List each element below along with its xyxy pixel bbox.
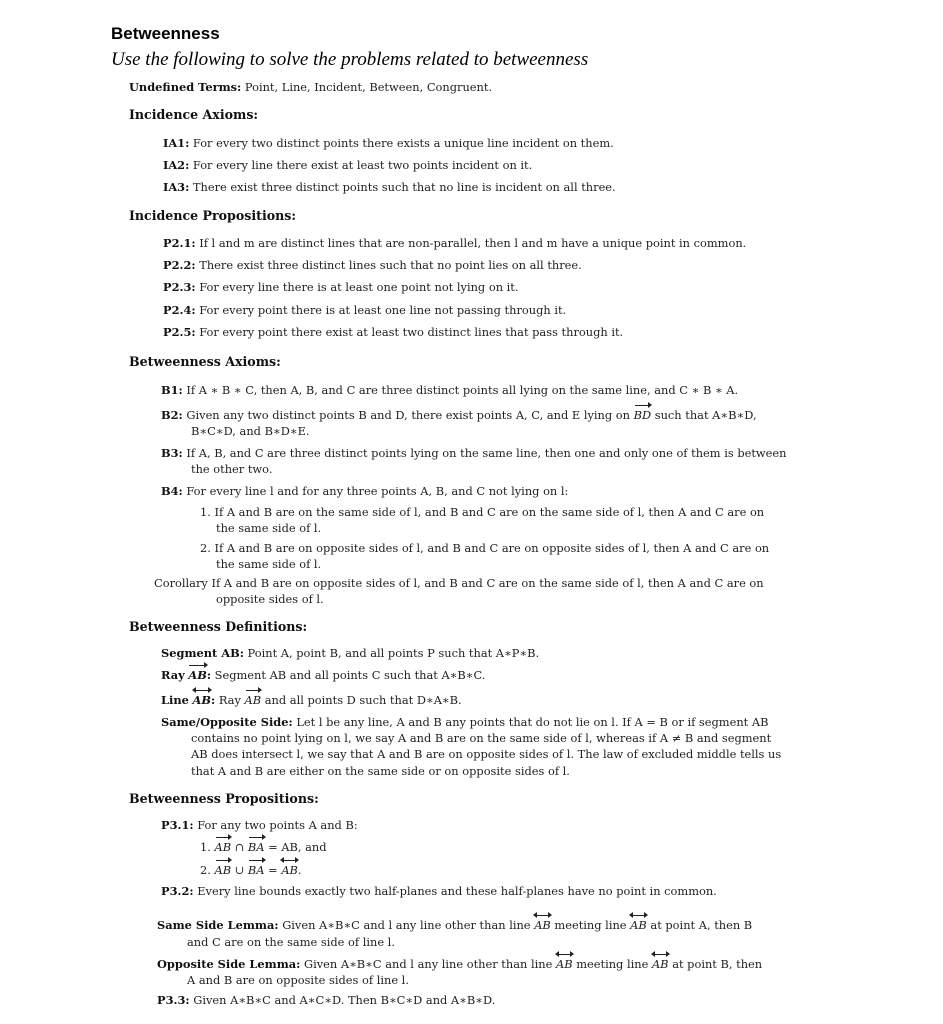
definition-text-cont: AB does intersect l, we say that A and B are on opposite sides of l. The law of excluded middle tells us [191,747,782,761]
page-title: Betweenness [111,24,220,43]
proposition-p2-1 [163,236,746,250]
axiom-ia3 [163,180,616,194]
definition-label: Line [161,693,189,707]
axiom-b1 [161,383,738,397]
proposition-text: Every line bounds exactly two half-planes and these half-planes have no point in common. [197,884,717,898]
axiom-b3-cont: the other two. [191,462,273,476]
corollary-text: If A and B are on opposite sides of l, and B and C are on the same side of l, then A and C are on [211,576,764,590]
proposition-p3-1-item-2 [200,863,302,877]
axiom-b4-item-1: 1. If A and B are on the same side of l, and B and C are on the same side of l, then A and C are on [200,505,765,519]
proposition-p2-5 [163,325,623,339]
axiom-label: B1: [161,383,183,397]
ray-symbol: BA [247,863,265,877]
axiom-b4-item-1-cont: the same side of l. [216,521,322,535]
proposition-label: P2.2: [163,258,196,272]
item-number: 2. [200,863,211,877]
axiom-b2 [161,408,757,422]
proposition-label: P2.4: [163,303,196,317]
proposition-text: If l and m are distinct lines that are non-parallel, then l and m have a unique point in common. [199,236,747,250]
proposition-p2-2 [163,258,582,272]
axiom-text: If A ∗ B ∗ C, then A, B, and C are three distinct points all lying on the same line, and C ∗ B ∗ A. [186,383,739,397]
proposition-text: For every point there exist at least two distinct lines that pass through it. [199,325,624,339]
proposition-label: P2.1: [163,236,196,250]
definition-label: Segment AB: [161,646,244,660]
axiom-text: There exist three distinct points such that no line is incident on all three. [192,180,616,194]
opposite-side-lemma [157,957,762,971]
period: . [297,863,302,877]
definition-text: Segment AB and all points C such that A∗B∗C. [214,668,486,682]
definition-ray: Ray AB: Segment AB and all points C such that A∗B∗C. [161,668,486,682]
incidence-propositions-heading: Incidence Propositions: [129,208,297,223]
proposition-text: For every line there is at least one point not lying on it. [199,280,519,294]
definition-text-cont: contains no point lying on l, we say A and B are on the same side of l, whereas if A ≠ B and segment [191,731,772,745]
proposition-text: For any two points A and B: [197,818,358,832]
betweenness-axioms-heading: Betweenness Axioms: [129,354,281,369]
ray-symbol: AB [188,668,207,682]
axiom-ia1 [163,136,614,150]
corollary-label: Corollary [154,576,208,590]
ray-symbol: BA [247,840,265,854]
proposition-label: P3.1: [161,818,194,832]
proposition-label: P2.3: [163,280,196,294]
definition-line: Line AB: Ray AB and all points D such that D∗A∗B. [161,693,462,707]
undefined-terms [129,80,492,94]
axiom-b4-item-2: 2. If A and B are on opposite sides of l, and B and C are on opposite sides of l, then A and C are on [200,541,770,555]
axiom-b4-item-2-cont: the same side of l. [216,557,322,571]
betweenness-definitions-heading: Betweenness Definitions: [129,619,308,634]
axiom-label: B2: [161,408,183,422]
axiom-b2-cont: B∗C∗D, and B∗D∗E. [191,424,310,438]
item-number: 1. [200,840,211,854]
lemma-text: meeting line [576,957,649,971]
axiom-label: IA1: [163,136,190,150]
axiom-text: For every two distinct points there exists a unique line incident on them. [192,136,614,150]
corollary-cont: opposite sides of l. [216,592,324,606]
definition-text: Ray [218,693,241,707]
definition-segment [161,646,539,660]
lemma-text: Given A∗B∗C and l any line other than line [282,918,531,932]
axiom-label: B3: [161,446,183,460]
undefined-terms-text: Point, Line, Incident, Between, Congruent. [244,80,493,94]
proposition-text: Given A∗B∗C and A∗C∗D. Then B∗C∗D and A∗B∗D. [193,993,496,1007]
line-symbol: AB [281,863,298,877]
lemma-label: Same Side Lemma: [157,918,279,932]
definition-label: Same/Opposite Side: [161,715,293,729]
proposition-p3-2 [161,884,717,898]
proposition-p2-3 [163,280,519,294]
axiom-text: For every line there exist at least two points incident on it. [192,158,533,172]
corollary [154,576,764,590]
proposition-p3-1-item-1 [200,840,327,854]
lemma-text: Given A∗B∗C and l any line other than line [303,957,553,971]
page-subtitle: Use the following to solve the problems related to betweenness [111,49,589,70]
line-symbol: AB [652,957,669,971]
proposition-text: There exist three distinct lines such that no point lies on all three. [199,258,582,272]
ray-symbol: AB [244,693,262,707]
equals-sign: = [268,863,278,877]
lemma-text: meeting line [554,918,627,932]
definition-text: Point A, point B, and all points P such that A∗P∗B. [247,646,540,660]
undefined-terms-label: Undefined Terms: [129,80,242,94]
axiom-b3 [161,446,787,460]
definition-label: Ray [161,668,185,682]
axiom-text: For every line l and for any three points A, B, and C not lying on l: [186,484,569,498]
lemma-text: at point A, then B [650,918,753,932]
ray-symbol: AB [214,863,232,877]
ray-symbol: AB [214,840,232,854]
axiom-ia2 [163,158,532,172]
axiom-text: Given any two distinct points B and D, there exist points A, C, and E lying on [186,408,630,422]
intersection-operator: ∩ [234,840,245,854]
axiom-b4 [161,484,568,498]
line-symbol: AB [630,918,647,932]
definition-same-opposite-side [161,715,768,729]
incidence-axioms-heading: Incidence Axioms: [129,107,259,122]
definition-text-cont: that A and B are either on the same side or on opposite sides of l. [191,764,570,778]
lemma-text: at point B, then [672,957,763,971]
axiom-text: such that A∗B∗D, [654,408,757,422]
proposition-label: P2.5: [163,325,196,339]
line-symbol: AB [193,693,211,707]
line-symbol: AB [556,957,573,971]
proposition-p3-1 [161,818,358,832]
proposition-label: P3.3: [157,993,190,1007]
definition-text: Let l be any line, A and B any points that do not lie on l. If A = B or if segment AB [296,715,769,729]
proposition-label: P3.2: [161,884,194,898]
axiom-text: If A, B, and C are three distinct points lying on the same line, then one and only one of them is between [186,446,787,460]
proposition-p2-4 [163,303,566,317]
same-side-lemma-cont: and C are on the same side of line l. [187,935,395,949]
lemma-label: Opposite Side Lemma: [157,957,301,971]
ray-symbol: BD [633,408,652,422]
proposition-text: = AB, and [268,840,327,854]
proposition-text: For every point there is at least one line not passing through it. [199,303,567,317]
axiom-label: IA3: [163,180,190,194]
line-symbol: AB [534,918,551,932]
proposition-p3-3 [157,993,495,1007]
same-side-lemma [157,918,752,932]
axiom-label: B4: [161,484,183,498]
axiom-label: IA2: [163,158,190,172]
union-operator: ∪ [234,863,245,877]
definition-text: and all points D such that D∗A∗B. [264,693,462,707]
opposite-side-lemma-cont: A and B are on opposite sides of line l. [187,973,409,987]
betweenness-propositions-heading: Betweenness Propositions: [129,791,319,806]
